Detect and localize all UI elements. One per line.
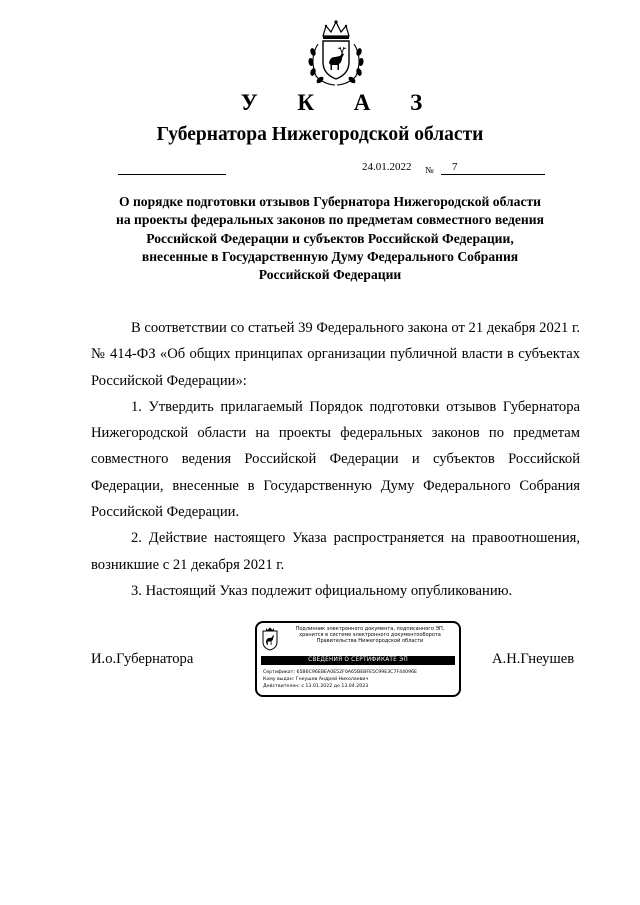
certificate-owner: Кому выдан: Гнеушев Андрей Николаевич bbox=[263, 677, 369, 682]
electronic-signature-stamp bbox=[255, 621, 461, 697]
stamp-notice-line: Правительства Нижегородской области bbox=[316, 638, 424, 645]
blank-line bbox=[118, 174, 226, 175]
stamp-notice bbox=[282, 626, 458, 645]
document-heading: О порядке подготовки отзывов Губернатора Нижегородской области на проекты федеральных законов по предметам совместного ведения Российской Федерации и субъектов Российской Федерации, внесенные в Государственную Думу Федерального Собрания Российской Федерации bbox=[116, 194, 544, 283]
item-3-paragraph: 3. Настоящий Указ подлежит официальному опубликованию. bbox=[131, 582, 513, 599]
stamp-notice-line: Подлинник электронного документа, подписанного ЭП, bbox=[295, 626, 445, 632]
certificate-validity: Действителен: с 13.01.2022 до 13.04.2023 bbox=[263, 684, 369, 689]
document-type-title: У К А З bbox=[240, 90, 440, 115]
registration-row bbox=[0, 159, 640, 181]
stamp-notice-line: хранится в системе электронного документооборота bbox=[299, 632, 441, 639]
number-underline bbox=[441, 174, 545, 175]
emblem-icon bbox=[262, 627, 278, 651]
decree-date: 24.01.2022 bbox=[362, 161, 412, 173]
signer-name: А.Н.Гнеушев bbox=[492, 651, 575, 667]
item-2-paragraph: 2. Действие настоящего Указа распространяется на правоотношения, возникшие с 21 декабря 2021 г. bbox=[91, 530, 580, 573]
number-sign: № bbox=[425, 165, 434, 175]
certificate-info-header: СВЕДЕНИЯ О СЕРТИФИКАТЕ ЭП bbox=[261, 656, 455, 665]
issuer-title: Губернатора Нижегородской области bbox=[156, 124, 484, 145]
preamble-paragraph: В соответствии со статьей 39 Федерального закона от 21 декабря 2021 г. № 414-ФЗ «Об общих принципах организации публичной власти в субъектах Российской Федерации»: bbox=[91, 320, 580, 389]
signer-role: И.о.Губернатора bbox=[91, 651, 194, 667]
document-body bbox=[91, 315, 580, 604]
decree-number: 7 bbox=[452, 161, 458, 173]
certificate-details bbox=[263, 669, 457, 690]
coat-of-arms-icon bbox=[301, 18, 371, 88]
item-1-paragraph: 1. Утвердить прилагаемый Порядок подготовки отзывов Губернатора Нижегородской области на проекты федеральных законов по предметам совместного ведения Российской Федерации и субъектов Российской Федерации, внесенные в Государственную Думу Федерального Собрания Российской Федерации. bbox=[91, 398, 580, 521]
certificate-serial: Сертификат: 65B6C96EBEA0E52F0A65BEBFE5C99E3C7F44096E bbox=[263, 670, 418, 675]
